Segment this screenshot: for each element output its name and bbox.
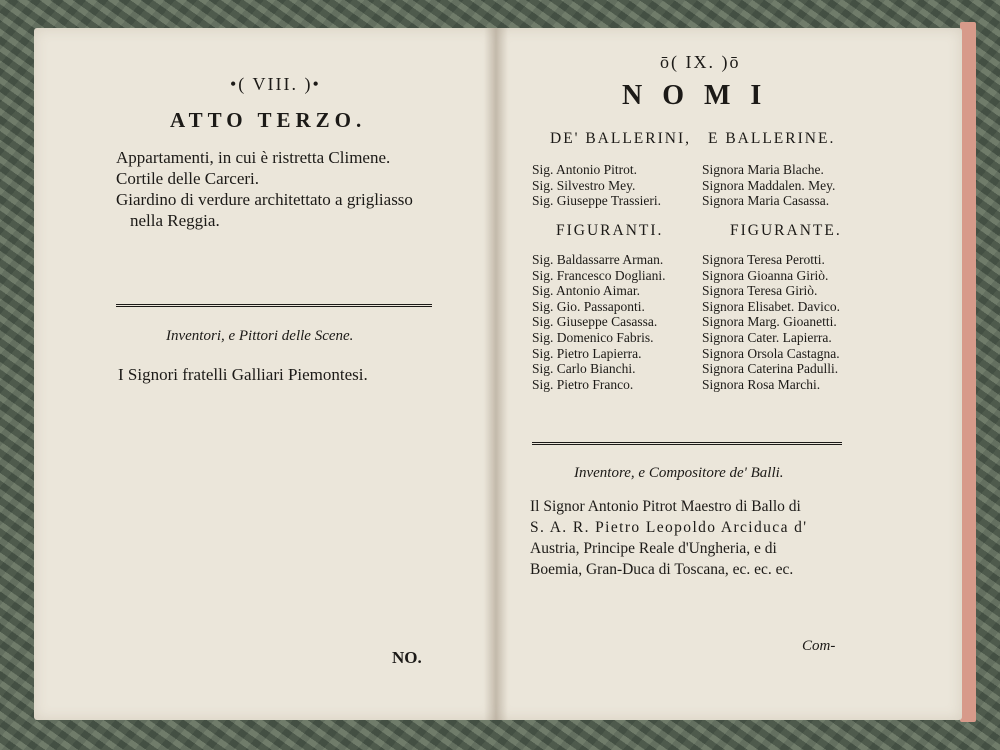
list-item: Signora Teresa Giriò. xyxy=(702,283,818,299)
figurante-list xyxy=(702,252,840,392)
double-rule xyxy=(532,442,842,445)
catchword: NO. xyxy=(392,648,422,667)
scene-line: nella Reggia. xyxy=(130,211,220,230)
scene-line: Appartamenti, in cui è ristretta Climene. xyxy=(116,148,391,167)
list-item: Sig. Francesco Dogliani. xyxy=(532,267,666,283)
ballerine-list xyxy=(702,162,835,209)
book-gutter xyxy=(484,28,508,720)
credit-heading: Inventori, e Pittori delle Scene. xyxy=(166,328,354,344)
list-item: Signora Maria Blache. xyxy=(702,162,824,177)
page-number: •( VIII. )• xyxy=(230,74,321,94)
double-rule xyxy=(116,304,432,307)
list-item: Sig. Giuseppe Casassa. xyxy=(532,314,658,330)
figuranti-heading: FIGURANTI. xyxy=(556,222,664,239)
list-item: Signora Rosa Marchi. xyxy=(702,376,821,392)
figurante-heading: FIGURANTE. xyxy=(730,222,842,239)
list-item: Sig. Antonio Aimar. xyxy=(532,283,641,299)
catchword: Com- xyxy=(802,638,836,654)
list-item: Sig. Carlo Bianchi. xyxy=(532,361,636,377)
list-item: Signora Cater. Lapierra. xyxy=(702,329,832,345)
figuranti-list xyxy=(532,252,665,392)
credit-text-line: Boemia, Gran-Duca di Toscana, ec. ec. ec. xyxy=(530,561,794,578)
list-item: Sig. Baldassarre Arman. xyxy=(532,252,664,267)
credit-text-line: Austria, Principe Reale d'Ungheria, e di xyxy=(530,540,777,557)
list-item: Sig. Silvestro Mey. xyxy=(532,177,636,193)
subtitle-left: DE' BALLERINI, xyxy=(550,130,691,147)
list-item: Signora Maria Casassa. xyxy=(702,193,830,209)
left-page xyxy=(34,28,496,720)
credit-text-line: S. A. R. Pietro Leopoldo Arciduca d' xyxy=(530,519,808,536)
page-number: ō( IX. )ō xyxy=(660,52,741,72)
list-item: Signora Elisabet. Davico. xyxy=(702,298,840,314)
list-item: Signora Marg. Gioanetti. xyxy=(702,314,837,330)
credit-names: I Signori fratelli Galliari Piemontesi. xyxy=(118,365,368,384)
page-title: NOMI xyxy=(622,80,782,111)
list-item: Sig. Gio. Passaponti. xyxy=(532,298,645,314)
scene-line: Cortile delle Carceri. xyxy=(116,169,260,188)
right-page xyxy=(496,28,962,720)
credit-text-line: Il Signor Antonio Pitrot Maestro di Ballo di xyxy=(530,498,801,515)
list-item: Sig. Antonio Pitrot. xyxy=(532,162,638,177)
subtitle-right: E BALLERINE. xyxy=(708,130,836,147)
list-item: Sig. Giuseppe Trassieri. xyxy=(532,193,662,209)
list-item: Sig. Domenico Fabris. xyxy=(532,329,654,345)
book-board-edge xyxy=(960,22,976,722)
list-item: Sig. Pietro Franco. xyxy=(532,376,634,392)
credit-heading: Inventore, e Compositore de' Balli. xyxy=(574,465,784,481)
list-item: Signora Caterina Padulli. xyxy=(702,361,839,377)
list-item: Signora Orsola Castagna. xyxy=(702,345,840,361)
scene-line: Giardino di verdure architettato a grigliasso xyxy=(116,190,413,209)
list-item: Signora Teresa Perotti. xyxy=(702,252,825,267)
list-item: Sig. Pietro Lapierra. xyxy=(532,345,642,361)
act-title: ATTO TERZO. xyxy=(170,108,367,132)
list-item: Signora Maddalen. Mey. xyxy=(702,177,836,193)
ballerini-list xyxy=(532,162,661,209)
list-item: Signora Gioanna Giriò. xyxy=(702,267,829,283)
